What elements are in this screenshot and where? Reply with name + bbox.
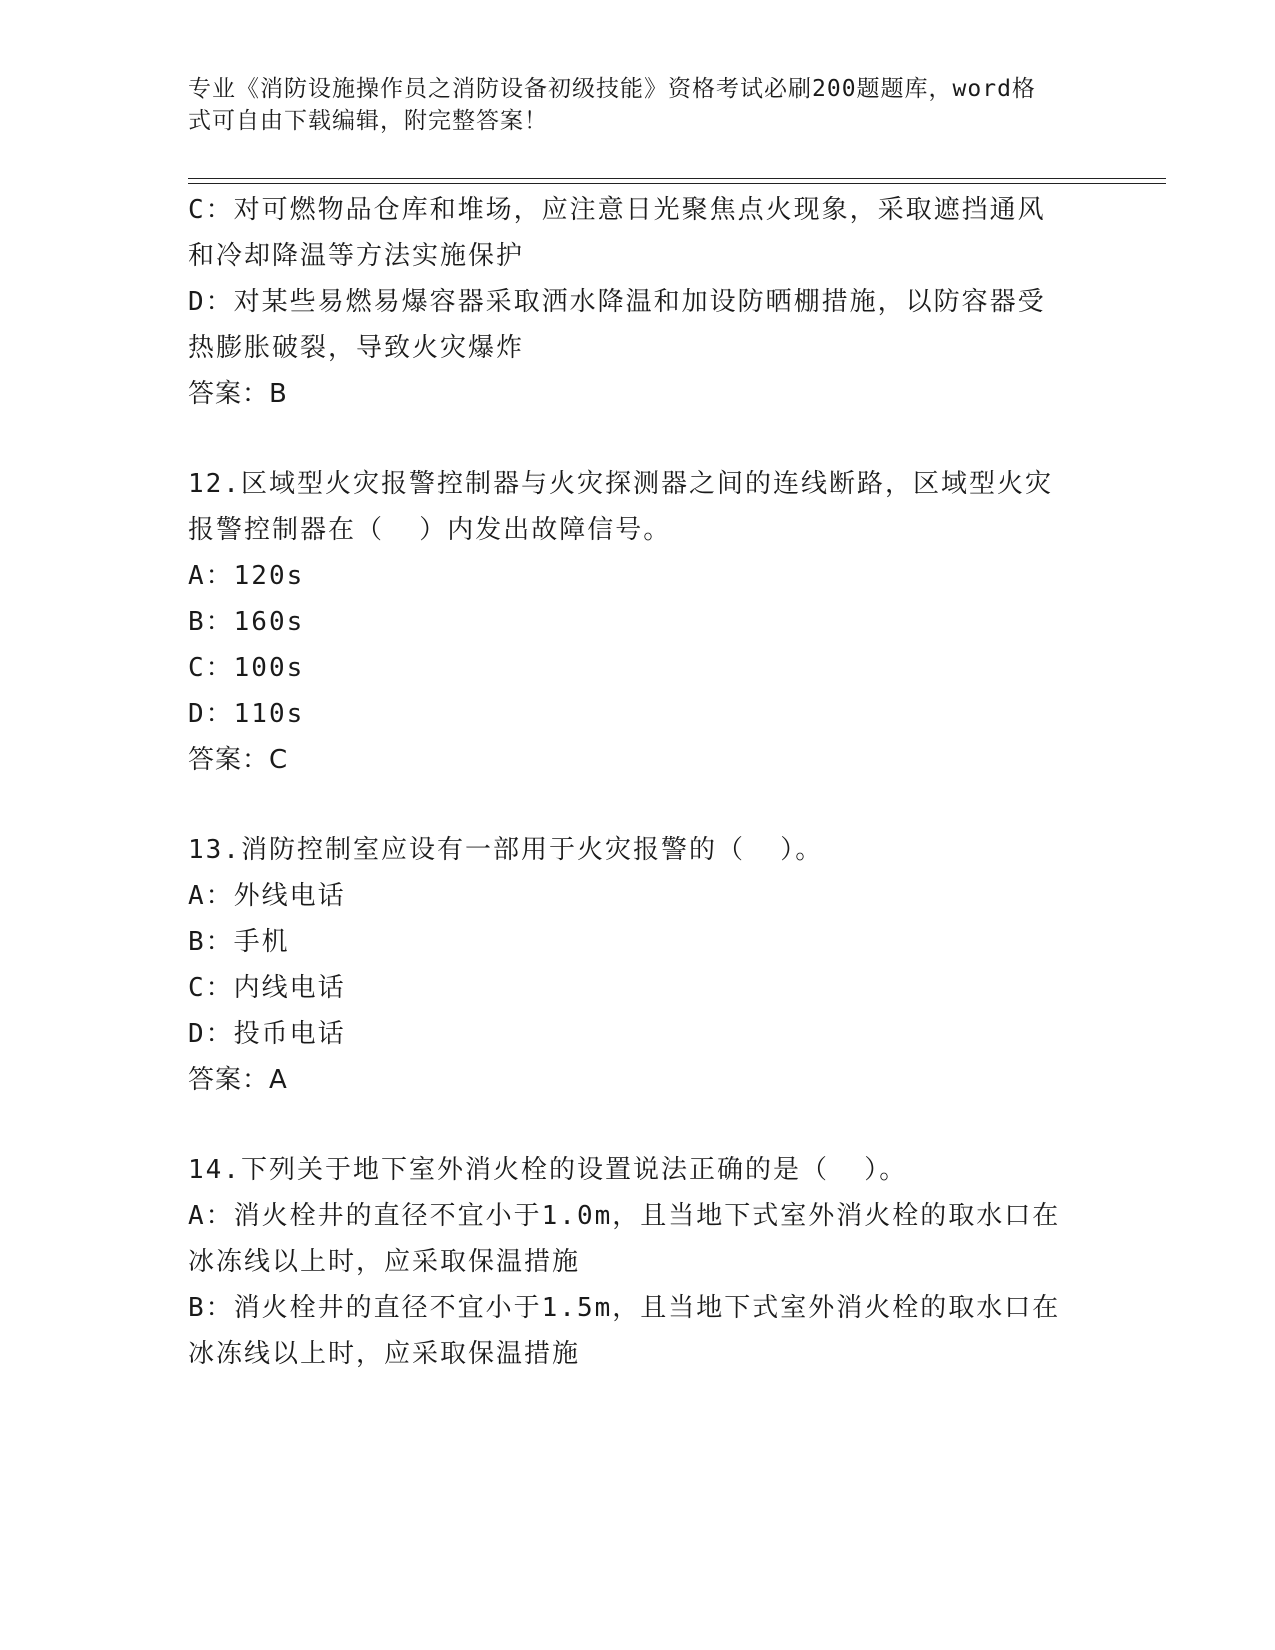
q14-option-a-line-2: 冰冻线以上时，应采取保温措施	[188, 1247, 581, 1277]
question-14-block	[188, 1147, 1088, 1377]
q11-option-d-line-2: 热膨胀破裂，导致火灾爆炸	[188, 333, 525, 363]
q14-stem: 14.下列关于地下室外消火栓的设置说法正确的是（ ）。	[188, 1155, 908, 1185]
q12-option-c: C：100s	[188, 653, 305, 683]
question-11-block	[188, 187, 1088, 417]
q14-option-a-line-1: A：消火栓井的直径不宜小于1.0m，且当地下式室外消火栓的取水口在	[188, 1201, 1061, 1231]
header-divider-top	[188, 178, 1166, 179]
q12-option-b: B：160s	[188, 607, 305, 637]
header-line-2: 式可自由下载编辑，附完整答案！	[188, 108, 548, 134]
q13-option-d: D：投币电话	[188, 1019, 346, 1049]
q14-option-b-line-2: 冰冻线以上时，应采取保温措施	[188, 1339, 581, 1369]
q11-option-c-line-2: 和冷却降温等方法实施保护	[188, 241, 525, 271]
q11-option-c-line-1: C：对可燃物品仓库和堆场，应注意日光聚焦点火现象，采取遮挡通风	[188, 195, 1046, 225]
q13-option-a: A：外线电话	[188, 881, 346, 911]
q13-option-b: B：手机	[188, 927, 290, 957]
q12-option-d: D：110s	[188, 699, 305, 729]
q11-answer: 答案：B	[188, 379, 288, 409]
header-divider-bottom	[188, 183, 1166, 184]
question-12-block	[188, 461, 1088, 783]
q12-option-a: A：120s	[188, 561, 305, 591]
q12-answer: 答案：C	[188, 745, 289, 775]
document-header	[188, 73, 1088, 137]
header-line-1: 专业《消防设施操作员之消防设备初级技能》资格考试必刷200题题库，word格	[188, 76, 1036, 102]
q13-option-c: C：内线电话	[188, 973, 346, 1003]
q14-option-b-line-1: B：消火栓井的直径不宜小于1.5m，且当地下式室外消火栓的取水口在	[188, 1293, 1061, 1323]
spacer	[188, 783, 1088, 827]
q12-stem-line-1: 12.区域型火灾报警控制器与火灾探测器之间的连线断路，区域型火灾	[188, 469, 1053, 499]
spacer	[188, 417, 1088, 461]
q12-stem-line-2: 报警控制器在（ ）内发出故障信号。	[188, 515, 672, 545]
q13-stem: 13.消防控制室应设有一部用于火灾报警的（ ）。	[188, 835, 824, 865]
question-13-block	[188, 827, 1088, 1103]
spacer	[188, 1103, 1088, 1147]
q13-answer: 答案：A	[188, 1065, 288, 1095]
q11-option-d-line-1: D：对某些易燃易爆容器采取洒水降温和加设防晒棚措施，以防容器受	[188, 287, 1046, 317]
document-body	[188, 187, 1088, 1377]
